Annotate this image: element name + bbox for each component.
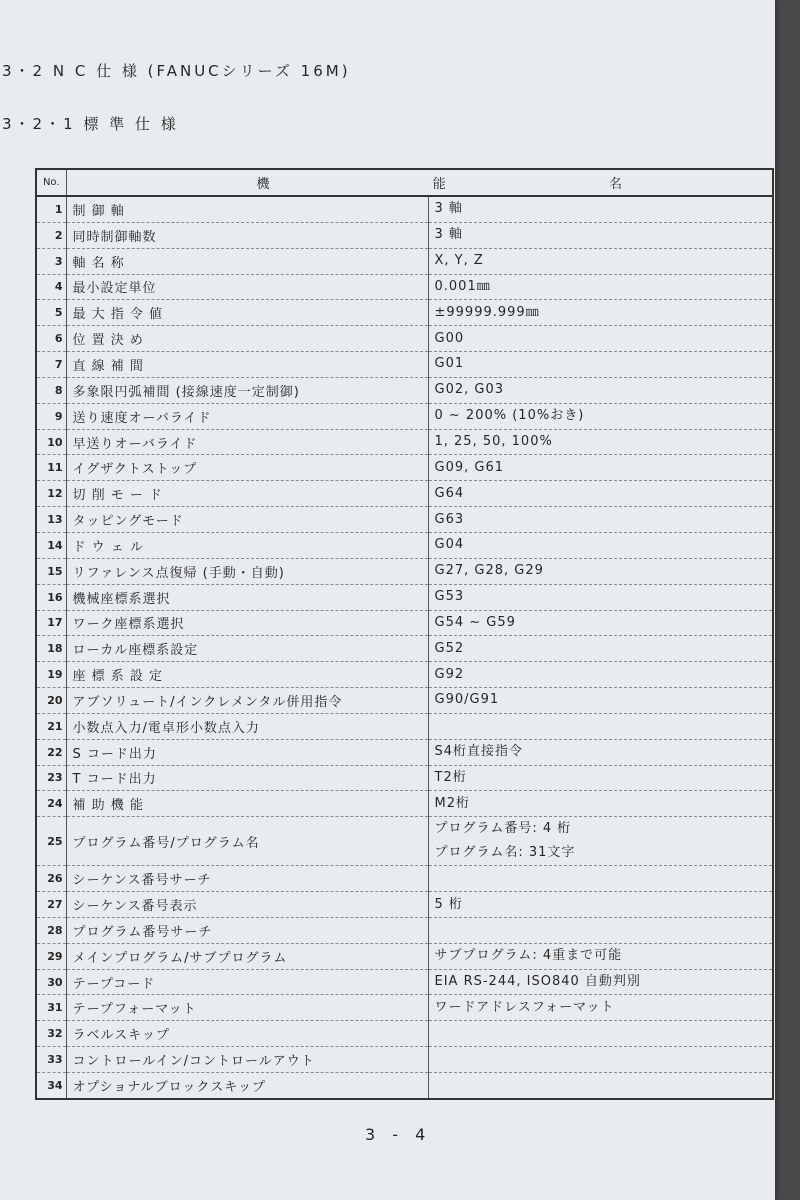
spec-value: S4桁直接指令 xyxy=(434,744,524,760)
row-number: 4 xyxy=(36,274,66,300)
table-row xyxy=(36,636,773,662)
table-row xyxy=(36,866,773,892)
spec-value-cell xyxy=(428,300,773,326)
spec-value: G92 xyxy=(434,666,465,682)
table-row xyxy=(36,1047,773,1073)
spec-value: X, Y, Z xyxy=(434,253,484,269)
row-number: 24 xyxy=(36,791,66,817)
row-number: 16 xyxy=(36,584,66,610)
function-name-cell: 切 削 モ ー ド xyxy=(66,481,428,507)
function-name-cell: 座 標 系 設 定 xyxy=(66,662,428,688)
spec-value: G52 xyxy=(434,640,465,656)
spec-value-cell xyxy=(428,995,773,1021)
row-number: 13 xyxy=(36,507,66,533)
spec-value-cell xyxy=(428,662,773,688)
table-row xyxy=(36,584,773,610)
function-name-cell: テープコード xyxy=(66,969,428,995)
row-number: 18 xyxy=(36,636,66,662)
row-number: 23 xyxy=(36,765,66,791)
spec-value: プログラム番号: 4 桁 xyxy=(434,821,572,837)
row-number: 11 xyxy=(36,455,66,481)
spec-value: EIA RS-244, ISO840 自動判別 xyxy=(434,974,641,990)
row-number: 30 xyxy=(36,969,66,995)
function-name-cell: 多象限円弧補間 (接線速度一定制御) xyxy=(66,377,428,403)
spec-value: 3 軸 xyxy=(434,227,463,243)
spec-value-cell xyxy=(428,713,773,739)
table-row xyxy=(36,969,773,995)
function-name-cell: 送り速度オーバライド xyxy=(66,403,428,429)
spec-value-cell xyxy=(428,765,773,791)
spec-value-cell xyxy=(428,274,773,300)
spec-value-cell xyxy=(428,558,773,584)
spec-value-cell xyxy=(428,584,773,610)
spec-value-cell xyxy=(428,222,773,248)
function-name-cell: ワーク座標系選択 xyxy=(66,610,428,636)
spec-value: G53 xyxy=(434,589,465,605)
spec-value-cell xyxy=(428,377,773,403)
spec-value: G64 xyxy=(434,485,465,501)
function-name-cell: タッピングモード xyxy=(66,507,428,533)
row-number: 28 xyxy=(36,917,66,943)
spec-value: G54 ~ G59 xyxy=(434,614,516,630)
table-row xyxy=(36,377,773,403)
spec-value-cell xyxy=(428,610,773,636)
spec-value-cell xyxy=(428,196,773,222)
table-row xyxy=(36,274,773,300)
row-number: 3 xyxy=(36,248,66,274)
table-row xyxy=(36,739,773,765)
function-name-cell: メインプログラム/サブプログラム xyxy=(66,943,428,969)
table-row xyxy=(36,892,773,918)
function-name-cell: 軸 名 称 xyxy=(66,248,428,274)
page-number: 3 - 4 xyxy=(365,1125,432,1144)
spec-table xyxy=(35,168,774,1100)
spec-value-cell xyxy=(428,817,773,866)
header-no: No. xyxy=(36,169,66,196)
spec-value: G02, G03 xyxy=(434,382,504,398)
function-name-cell: ラベルスキップ xyxy=(66,1021,428,1047)
header-function-name xyxy=(66,169,773,196)
row-number: 12 xyxy=(36,481,66,507)
row-number: 10 xyxy=(36,429,66,455)
spec-value-cell xyxy=(428,892,773,918)
table-header-row xyxy=(36,169,773,196)
table-row xyxy=(36,791,773,817)
subsection-title: 3・2・1 標 準 仕 様 xyxy=(2,115,179,133)
spec-value-cell xyxy=(428,943,773,969)
spec-value: G09, G61 xyxy=(434,459,504,475)
table-row xyxy=(36,352,773,378)
header-title-part: 機 xyxy=(256,177,270,192)
table-body xyxy=(36,196,773,1099)
table-row xyxy=(36,532,773,558)
function-name-cell: 最 大 指 令 値 xyxy=(66,300,428,326)
spec-value-cell xyxy=(428,636,773,662)
function-name-cell: シーケンス番号サーチ xyxy=(66,866,428,892)
row-number: 5 xyxy=(36,300,66,326)
function-name-cell: プログラム番号サーチ xyxy=(66,917,428,943)
row-number: 8 xyxy=(36,377,66,403)
table-row xyxy=(36,765,773,791)
table-row xyxy=(36,610,773,636)
spec-value: 0.001㎜ xyxy=(434,278,491,294)
function-name-cell: リファレンス点復帰 (手動・自動) xyxy=(66,558,428,584)
row-number: 26 xyxy=(36,866,66,892)
spec-value-cell xyxy=(428,507,773,533)
table-row xyxy=(36,1021,773,1047)
function-name-cell: 直 線 補 間 xyxy=(66,352,428,378)
function-name-cell: 位 置 決 め xyxy=(66,326,428,352)
spec-value-cell xyxy=(428,739,773,765)
spec-value: G00 xyxy=(434,330,465,346)
spec-value-cell xyxy=(428,326,773,352)
section-title: 3・2 N C 仕 様 (FANUCシリーズ 16M) xyxy=(2,62,351,80)
spec-value-cell xyxy=(428,1021,773,1047)
spec-value: G01 xyxy=(434,356,465,372)
spec-value: M2桁 xyxy=(434,795,470,811)
spec-value: T2桁 xyxy=(434,769,467,785)
table-row xyxy=(36,1073,773,1099)
row-number: 21 xyxy=(36,713,66,739)
function-name-cell: 補 助 機 能 xyxy=(66,791,428,817)
spec-value-cell xyxy=(428,532,773,558)
table-row xyxy=(36,995,773,1021)
row-number: 27 xyxy=(36,892,66,918)
function-name-cell: T コード出力 xyxy=(66,765,428,791)
function-name-cell: 機械座標系選択 xyxy=(66,584,428,610)
table-row xyxy=(36,507,773,533)
row-number: 19 xyxy=(36,662,66,688)
spec-value: サブプログラム: 4重まで可能 xyxy=(434,948,623,964)
spec-value-cell xyxy=(428,917,773,943)
row-number: 29 xyxy=(36,943,66,969)
spec-value: ±99999.999㎜ xyxy=(434,304,540,320)
function-name-cell: イグザクトストップ xyxy=(66,455,428,481)
table-row xyxy=(36,300,773,326)
spec-value: 5 桁 xyxy=(434,896,463,912)
function-name-cell: 早送りオーバライド xyxy=(66,429,428,455)
row-number: 2 xyxy=(36,222,66,248)
function-name-cell: 最小設定単位 xyxy=(66,274,428,300)
table-row xyxy=(36,713,773,739)
spec-value: G04 xyxy=(434,537,465,553)
spec-value-cell xyxy=(428,1073,773,1099)
function-name-cell: テープフォーマット xyxy=(66,995,428,1021)
spec-value: 3 軸 xyxy=(434,201,463,217)
table-row xyxy=(36,196,773,222)
spec-value-cell xyxy=(428,1047,773,1073)
row-number: 15 xyxy=(36,558,66,584)
table-row xyxy=(36,326,773,352)
row-number: 32 xyxy=(36,1021,66,1047)
row-number: 31 xyxy=(36,995,66,1021)
spec-value-cell xyxy=(428,429,773,455)
row-number: 14 xyxy=(36,532,66,558)
spec-value: 1, 25, 50, 100% xyxy=(434,434,553,450)
row-number: 20 xyxy=(36,688,66,714)
function-name-cell: ローカル座標系設定 xyxy=(66,636,428,662)
row-number: 6 xyxy=(36,326,66,352)
function-name-cell: 制 御 軸 xyxy=(66,196,428,222)
function-name-cell: コントロールイン/コントロールアウト xyxy=(66,1047,428,1073)
row-number: 33 xyxy=(36,1047,66,1073)
spec-value: G63 xyxy=(434,511,465,527)
header-title-part: 能 xyxy=(432,177,446,192)
spec-value-cell xyxy=(428,481,773,507)
table-row xyxy=(36,248,773,274)
table-row xyxy=(36,222,773,248)
spec-value-cell xyxy=(428,352,773,378)
table-row xyxy=(36,481,773,507)
spec-value-cell xyxy=(428,688,773,714)
row-number: 25 xyxy=(36,817,66,866)
table-row xyxy=(36,688,773,714)
table-row xyxy=(36,558,773,584)
table-row xyxy=(36,662,773,688)
table-row xyxy=(36,455,773,481)
table-row xyxy=(36,429,773,455)
row-number: 22 xyxy=(36,739,66,765)
function-name-cell: プログラム番号/プログラム名 xyxy=(66,817,428,866)
function-name-cell: 同時制御軸数 xyxy=(66,222,428,248)
function-name-cell: 小数点入力/電卓形小数点入力 xyxy=(66,713,428,739)
function-name-cell: ド ウ ェ ル xyxy=(66,532,428,558)
function-name-cell: S コード出力 xyxy=(66,739,428,765)
function-name-cell: シーケンス番号表示 xyxy=(66,892,428,918)
spec-value: プログラム名: 31文字 xyxy=(434,845,576,861)
spec-value-cell xyxy=(428,403,773,429)
row-number: 34 xyxy=(36,1073,66,1099)
table-row xyxy=(36,403,773,429)
spec-value-cell xyxy=(428,866,773,892)
table-row xyxy=(36,943,773,969)
row-number: 9 xyxy=(36,403,66,429)
spec-value: 0 ~ 200% (10%おき) xyxy=(434,408,585,424)
header-title-part: 名 xyxy=(609,177,623,192)
spec-value-cell xyxy=(428,455,773,481)
row-number: 17 xyxy=(36,610,66,636)
table-row xyxy=(36,917,773,943)
spec-value: ワードアドレスフォーマット xyxy=(434,999,615,1015)
spec-value: G27, G28, G29 xyxy=(434,563,544,579)
spec-value-cell xyxy=(428,248,773,274)
spec-value: G90/G91 xyxy=(434,692,500,708)
row-number: 1 xyxy=(36,196,66,222)
function-name-cell: オプショナルブロックスキップ xyxy=(66,1073,428,1099)
row-number: 7 xyxy=(36,352,66,378)
function-name-cell: アブソリュート/インクレメンタル併用指令 xyxy=(66,688,428,714)
spec-value-cell xyxy=(428,969,773,995)
spec-value-cell xyxy=(428,791,773,817)
table-row xyxy=(36,817,773,866)
